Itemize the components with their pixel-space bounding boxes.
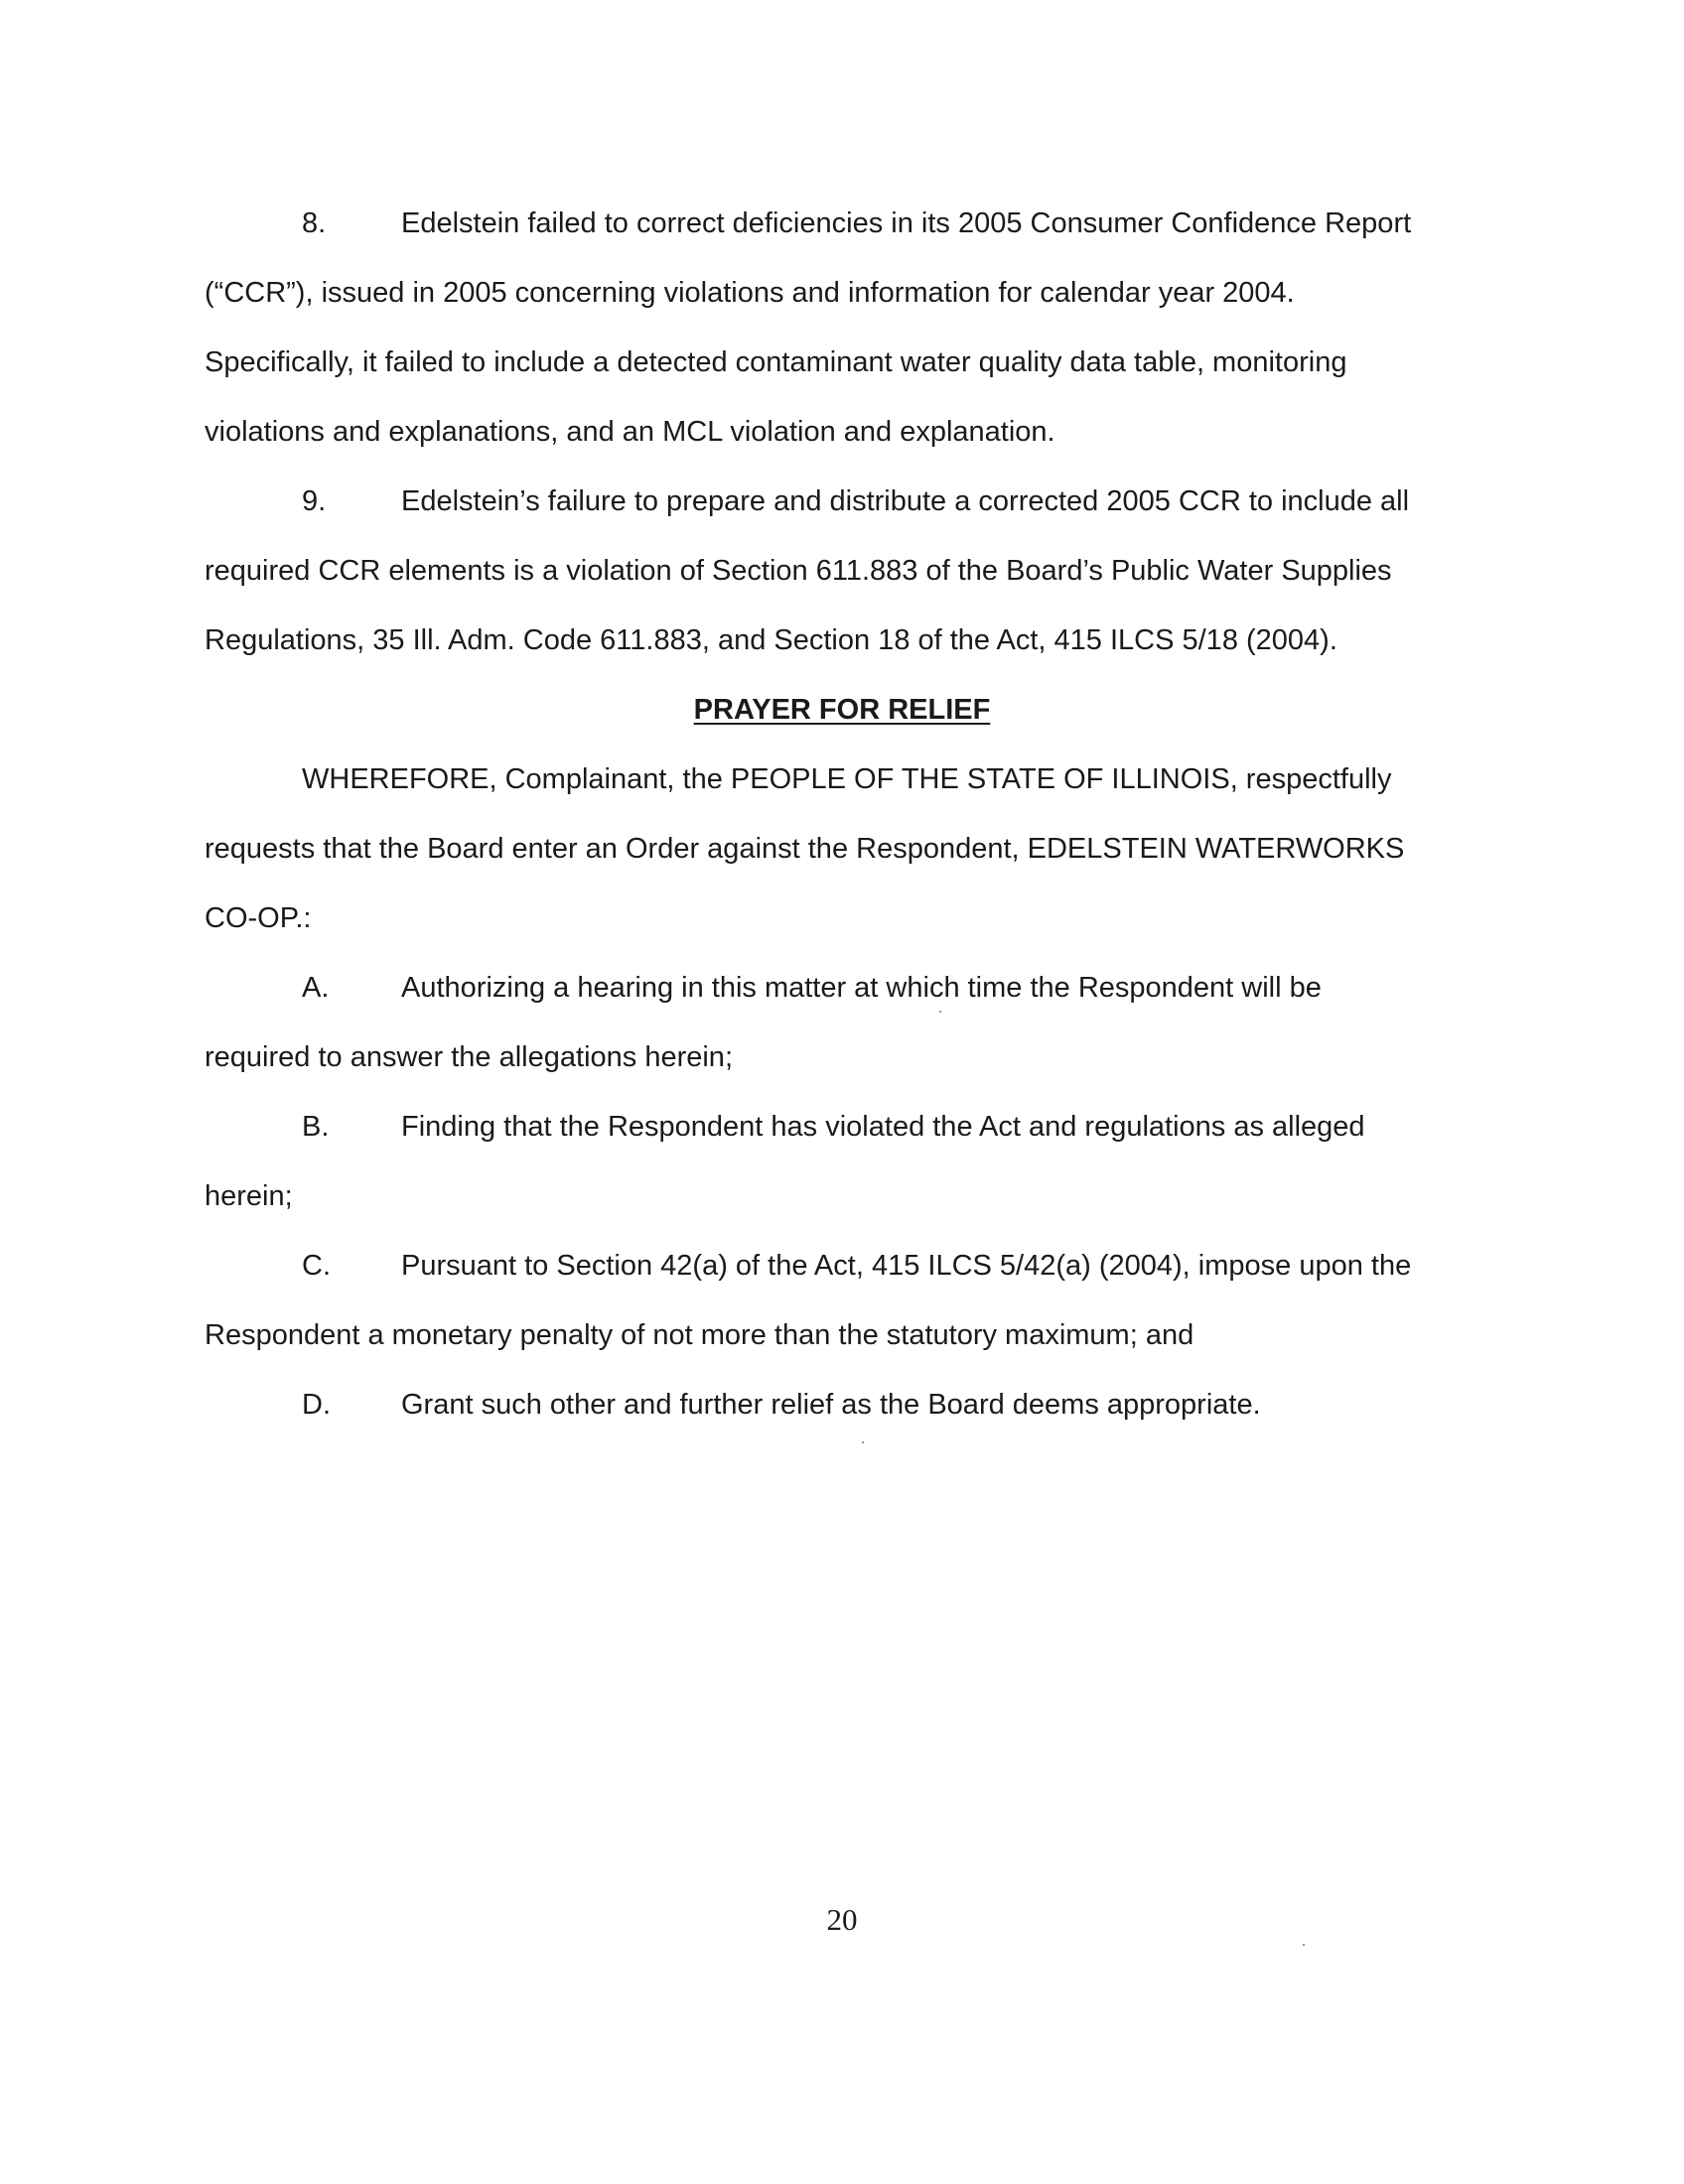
paragraph-line: (“CCR”), issued in 2005 concerning violations and information for calendar year 2004.: [205, 277, 1295, 309]
item-line: Respondent a monetary penalty of not more than the statutory maximum; and: [205, 1319, 1194, 1351]
paragraph-line: Regulations, 35 Ill. Adm. Code 611.883, and Section 18 of the Act, 415 ILCS 5/18 (2004).: [205, 624, 1337, 656]
section-heading-text: PRAYER FOR RELIEF: [693, 694, 991, 726]
item-line: Finding that the Respondent has violated the Act and regulations as alleged: [401, 1111, 1365, 1143]
item-letter: B.: [302, 1111, 330, 1143]
paragraph-line: Edelstein failed to correct deficiencies in its 2005 Consumer Confidence Report: [401, 207, 1412, 239]
paragraph-line: CO-OP.:: [205, 902, 312, 934]
paragraph-line: WHEREFORE, Complainant, the PEOPLE OF THE STATE OF ILLINOIS, respectfully: [302, 763, 1392, 795]
item-line: herein;: [205, 1180, 293, 1212]
item-line: required to answer the allegations herein;: [205, 1041, 733, 1073]
item-line: Grant such other and further relief as the Board deems appropriate.: [401, 1389, 1261, 1421]
paragraph-line: required CCR elements is a violation of Section 611.883 of the Board’s Public Water Supplies: [205, 555, 1392, 587]
scan-speck: [1303, 1944, 1305, 1946]
paragraph-line: Specifically, it failed to include a detected contaminant water quality data table, monitoring: [205, 346, 1347, 378]
paragraph-number: 9.: [302, 485, 327, 517]
item-line: Authorizing a hearing in this matter at which time the Respondent will be: [401, 972, 1322, 1004]
scan-speck: [862, 1441, 864, 1443]
item-letter: C.: [302, 1250, 331, 1282]
section-heading: [0, 692, 1684, 728]
paragraph-line: violations and explanations, and an MCL violation and explanation.: [205, 416, 1055, 448]
item-letter: D.: [302, 1389, 331, 1421]
page-number: 20: [826, 1902, 858, 1937]
paragraph-number: 8.: [302, 207, 327, 239]
item-letter: A.: [302, 972, 330, 1004]
paragraph-line: requests that the Board enter an Order against the Respondent, EDELSTEIN WATERWORKS: [205, 833, 1405, 865]
item-line: Pursuant to Section 42(a) of the Act, 415 ILCS 5/42(a) (2004), impose upon the: [401, 1250, 1412, 1282]
paragraph-line: Edelstein’s failure to prepare and distribute a corrected 2005 CCR to include all: [401, 485, 1410, 517]
scan-speck: [939, 1011, 941, 1013]
